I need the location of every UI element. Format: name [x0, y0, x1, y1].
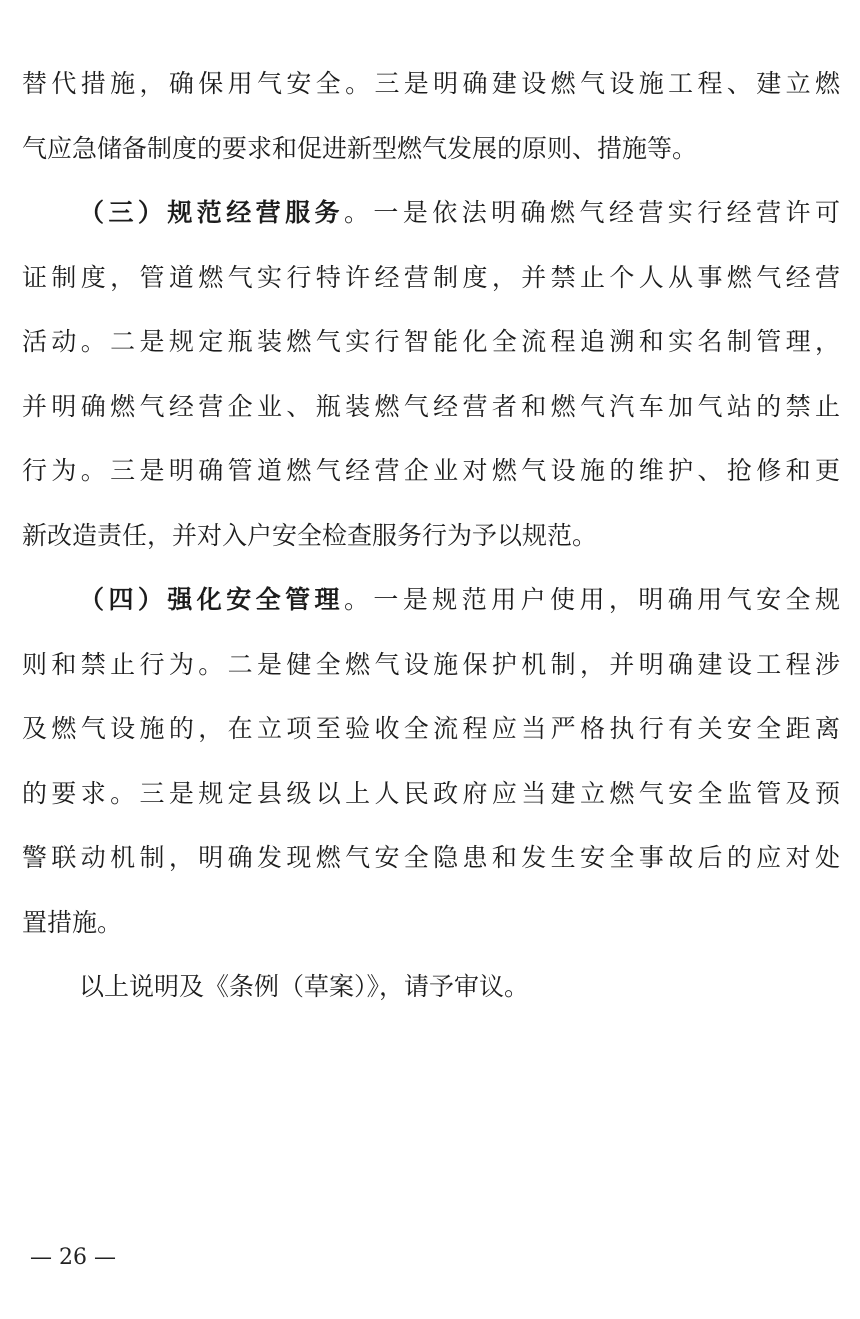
paragraph-first-line — [22, 191, 840, 256]
text-line: 活动。二是规定瓶装燃气实行智能化全流程追溯和实名制管理， — [22, 327, 840, 356]
closing-line: 以上说明及《条例（草案）》，请予审议。 — [79, 972, 530, 1001]
text-line: 警联动机制，明确发现燃气安全隐患和发生安全事故后的应对处 — [22, 843, 840, 872]
text-run: 。一是依法明确燃气经营实行经营许可 — [343, 198, 840, 227]
document-body — [22, 62, 840, 1030]
text-line: 替代措施，确保用气安全。三是明确建设燃气设施工程、建立燃 — [22, 69, 840, 98]
text-line: 置措施。 — [22, 907, 123, 937]
text-line: 及燃气设施的，在立项至验收全流程应当严格执行有关安全距离 — [22, 714, 840, 743]
section-heading-3: （三）规范经营服务 — [79, 198, 344, 227]
section-heading-4: （四）强化安全管理 — [79, 585, 344, 614]
paragraph-first-line — [22, 578, 840, 643]
text-line: 则和禁止行为。二是健全燃气设施保护机制，并明确建设工程涉 — [22, 649, 840, 679]
text-line: 的要求。三是规定县级以上人民政府应当建立燃气安全监管及预 — [22, 778, 840, 808]
text-line: 证制度，管道燃气实行特许经营制度，并禁止个人从事燃气经营 — [22, 262, 840, 292]
text-run: 。一是规范用户使用，明确用气安全规 — [343, 585, 840, 614]
text-line: 新改造责任，并对入户安全检查服务行为予以规范。 — [22, 520, 598, 550]
text-line: 并明确燃气经营企业、瓶装燃气经营者和燃气汽车加气站的禁止 — [22, 391, 840, 421]
text-line: 行为。三是明确管道燃气经营企业对燃气设施的维护、抢修和更 — [22, 456, 840, 485]
text-line: 气应急储备制度的要求和促进新型燃气发展的原则、措施等。 — [22, 133, 698, 163]
page-number: — 26 — — [30, 1245, 116, 1270]
